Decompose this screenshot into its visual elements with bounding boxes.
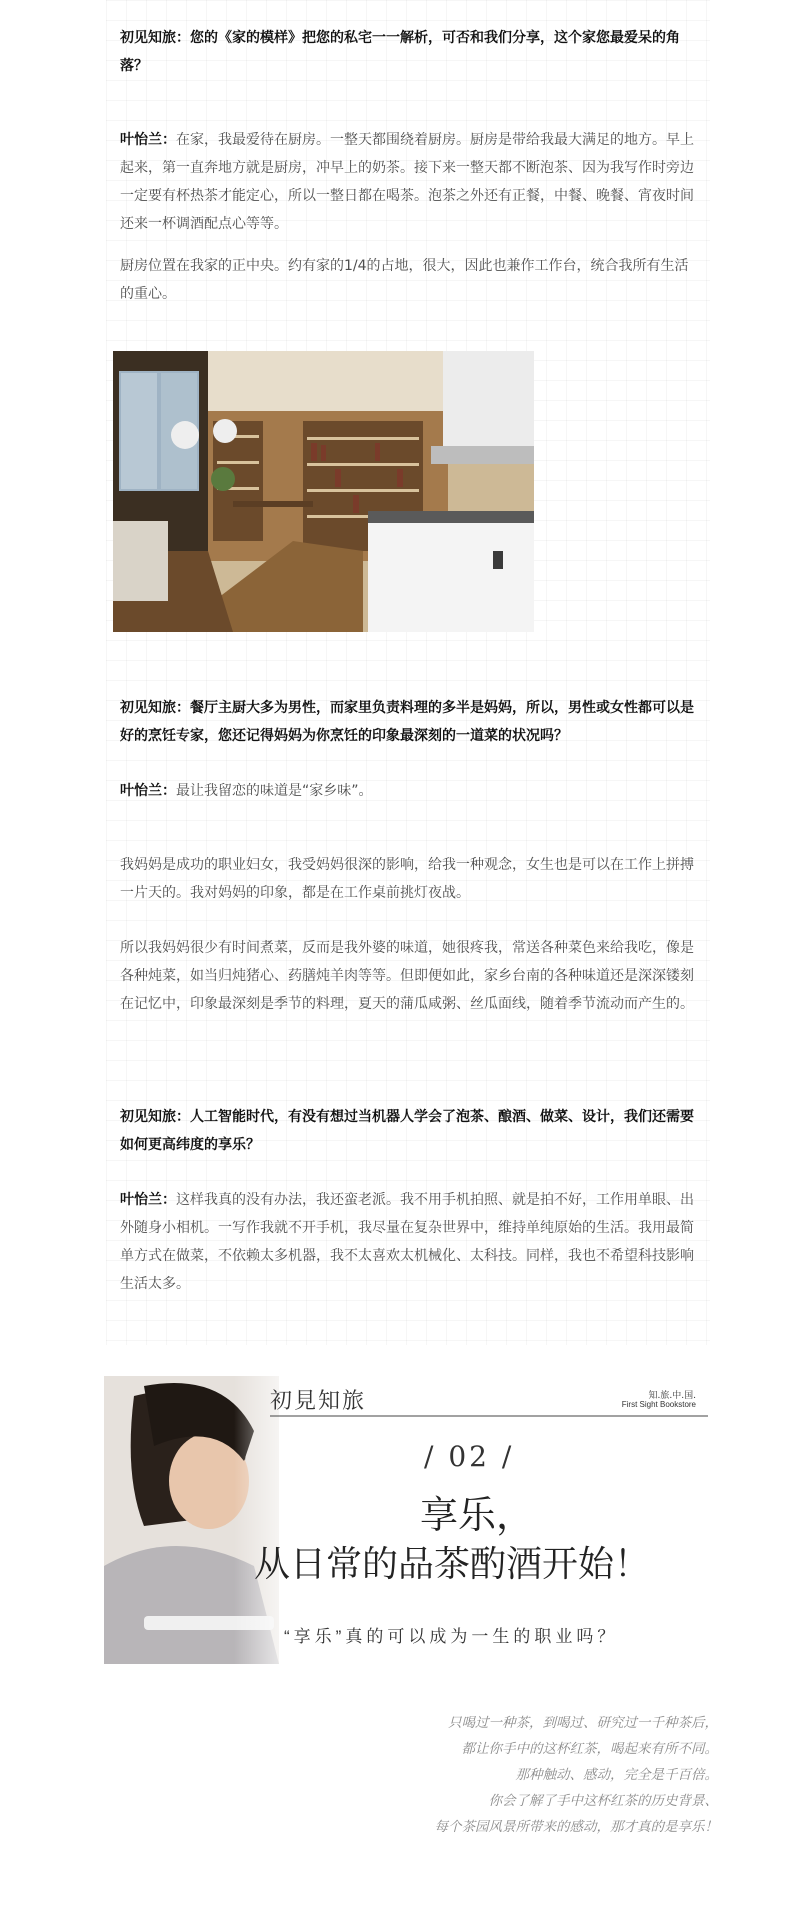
question-2 <box>120 694 700 750</box>
question-text: 人工智能时代，有没有想过当机器人学会了泡茶、酿酒、做菜、设计，我们还需要如何更高纬度的享乐？ <box>120 1109 694 1153</box>
answer-2-paragraph-3 <box>120 934 700 1018</box>
kitchen-photo <box>113 351 534 632</box>
quote-line: 只喝过一种茶，到喝过、研究过一千种茶后， <box>448 1715 718 1731</box>
question-3 <box>120 1103 700 1159</box>
question-text: 餐厅主厨大多为男性，而家里负责料理的多半是妈妈，所以，男性或女性都可以是好的烹饪专家，您还记得妈妈为你烹饪的印象最深刻的一道菜的状况吗？ <box>120 700 694 744</box>
quote-line: 那种触动、感动，完全是千百倍。 <box>515 1767 718 1783</box>
kitchen-illustration <box>113 351 534 632</box>
question-speaker: 初见知旅： <box>120 700 190 716</box>
question-1 <box>120 24 700 80</box>
quote-line: 都让你手中的这杯红茶，喝起来有所不同。 <box>461 1741 718 1757</box>
chapter-banner <box>104 1376 712 1664</box>
answer-text: 在家，我最爱待在厨房。一整天都围绕着厨房。厨房是带给我最大满足的地方。早上起来，第一直奔地方就是厨房，冲早上的奶茶。接下来一整天都不断泡茶、因为我写作时旁边一定要有杯热茶才能定心，所以一整日都在喝茶。泡茶之外还有正餐，中餐、晚餐、宵夜时间还来一杯调酒配点心等等。 <box>120 132 694 232</box>
pull-quote <box>318 1710 718 1840</box>
answer-2-paragraph-2 <box>120 851 700 907</box>
quote-line: 每个茶园风景所带来的感动，那才真的是享乐！ <box>434 1819 718 1835</box>
answer-speaker: 叶怡兰： <box>120 783 176 799</box>
answer-text: 最让我留恋的味道是“家乡味”。 <box>176 783 373 799</box>
answer-1 <box>120 126 700 238</box>
answer-1-paragraph-2 <box>120 252 700 308</box>
banner-brand: 初見知旅 <box>270 1389 367 1414</box>
question-speaker: 初见知旅： <box>120 1109 190 1125</box>
answer-speaker: 叶怡兰： <box>120 1192 176 1208</box>
question-text: 您的《家的模样》把您的私宅一一解析，可否和我们分享，这个家您最爱呆的角落？ <box>120 30 680 74</box>
answer-3 <box>120 1186 700 1298</box>
quote-line: 你会了解了手中这杯红茶的历史背景、 <box>488 1793 718 1809</box>
paragraph-text: 我妈妈是成功的职业妇女，我受妈妈很深的影响，给我一种观念，女生也是可以在工作上拼搏一片天的。我对妈妈的印象，都是在工作桌前挑灯夜战。 <box>120 857 694 901</box>
paragraph-text: 所以我妈妈很少有时间煮菜，反而是我外婆的味道，她很疼我，常送各种菜色来给我吃，像是各种炖菜，如当归炖猪心、药膳炖羊肉等等。但即便如此，家乡台南的各种味道还是深深镂刻在记忆中，印象最深刻是季节的料理，夏天的蒲瓜咸粥、丝瓜面线，随着季节流动而产生的。 <box>120 940 694 1012</box>
answer-2 <box>120 777 700 805</box>
question-speaker: 初见知旅： <box>120 30 190 46</box>
banner-graphic <box>104 1376 712 1664</box>
banner-brand-cn: 知.旅.中.国. <box>648 1391 696 1401</box>
answer-speaker: 叶怡兰： <box>120 132 176 148</box>
banner-subtitle: “享乐”真的可以成为一生的职业吗？ <box>284 1627 619 1646</box>
banner-number: / 02 / <box>424 1440 515 1473</box>
banner-title-line-2: 从日常的品茶酌酒开始！ <box>254 1544 651 1585</box>
banner-brand-en: First Sight Bookstore <box>621 1400 696 1409</box>
paragraph-text: 厨房位置在我家的正中央。约有家的1/4的占地，很大，因此也兼作工作台，统合我所有生活的重心。 <box>120 258 689 302</box>
answer-text: 这样我真的没有办法，我还蛮老派。我不用手机拍照、就是拍不好，工作用单眼、出外随身小相机。一写作我就不开手机，我尽量在复杂世界中，维持单纯原始的生活。我用最简单方式在做菜，不依赖太多机器，我不太喜欢太机械化、太科技。同样，我也不希望科技影响生活太多。 <box>120 1192 694 1292</box>
banner-title-line-1: 享乐， <box>420 1493 535 1537</box>
